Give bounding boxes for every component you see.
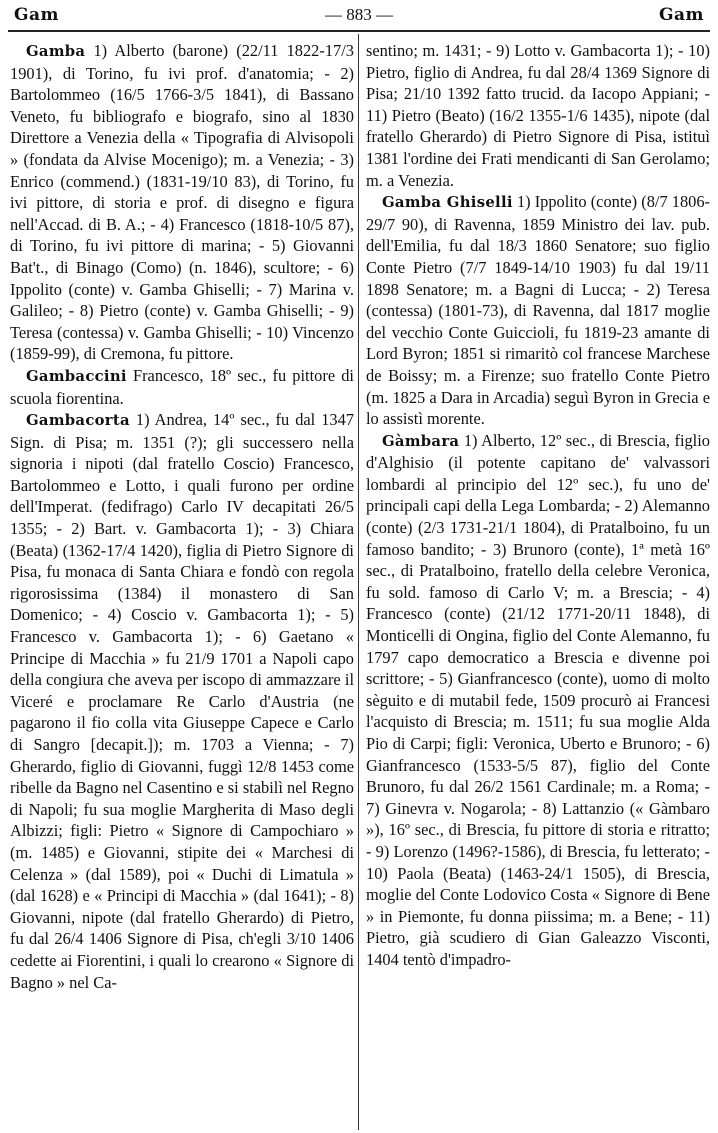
entry-headword: Gambaccini [26, 367, 127, 385]
page-header [14, 2, 704, 28]
entry-gambaccini [10, 365, 354, 409]
entry-gambara [366, 430, 710, 971]
entry-headword: Gambacorta [26, 412, 130, 430]
entry-text: 1) Alberto (barone) (22/11 1822-17/3 1901), di Torino, fu ivi prof. d'anatomia; - 2) Bartolommeo (16/5 1766-3/5 1841), di Bassano Veneto, fu bibliografo e biografo, sino al 1830 Direttore a Venezia della « Tipografia di Alvisopoli » (fondata da Alvise Mocenigo); m. a Venezia; - 3) Enrico (commend.) (1831-19/10 83), di Torino, fu ivi pittore, di storia e prof. di disegno e figura nell'Accad. di B. A.; - 4) Francesco (1818-10/5 87), di Torino, fu ivi pittore di marina; - 5) Giovanni Bat't., di Binago (Como) (n. 1846), scultore; - 6) Ippolito (conte) v. Gamba Ghiselli; - 7) Marina v. Galileo; - 8) Pietro (conte) v. Gamba Ghiselli; - 9) Teresa (contessa) v. Gamba Ghiselli; - 10) Vincenzo (1859-99), di Cremona, fu pittore. [10, 41, 354, 364]
entry-gamba-ghiselli [366, 191, 710, 430]
left-column [10, 40, 354, 1130]
entry-gambacorta [10, 409, 354, 993]
entry-text: 1) Andrea, 14º sec., fu dal 1347 Sign. di Pisa; m. 1351 (?); gli successero nella signoria i nipoti (dal fratello Coscio) Francesco, Bartolommeo e Lotto, i quali furono per ordine dell'Imperat. (fedifrago) Carlo IV decapitati 26/5 1355; - 2) Bart. v. Gambacorta 1); - 3) Chiara (Beata) (1362-17/4 1420), figlia di Pietro Signore di Pisa, fu monaca di Santa Chiara e fondò con regola rigorosissima (1384) il monastero di San Domenico; - 4) Coscio v. Gambacorta 1); - 5) Francesco v. Gambacorta 1); - 6) Gaetano « Principe di Macchia » fu 21/9 1701 a Napoli capo della congiura che aveva per iscopo di ammazzare il Viceré e proclamare Re Carlo d'Austria (ne pagarono il fio colla vita Giuseppe Capece e Carlo di Sangro [decapit.]); m. 1703 a Vienna; - 7) Gherardo, figlio di Giovanni, fuggì 12/8 1453 come ribelle da Bagno nel Casentino e si stabilì nel Regno di Napoli; fu sua moglie Margherita di Maso degli Albizzi; figli: Pietro « Signore di Campochiaro » (m. 1485) e Giovanni, stipite dei « Marchesi di Celenza » (dal 1589), poi « Duchi di Limatula » (dal 1628) e « Principi di Macchia » (dal 1641); - 8) Giovanni, nipote (dal fratello Gherardo) di Pietro, fu dal 26/4 1406 Signore di Pisa, ch'egli 3/10 1406 cedette ai Fiorentini, i quali lo crearono « Signore di Bagno » nel Ca- [10, 410, 354, 992]
entry-headword: Gamba [26, 43, 86, 60]
entry-gamba [10, 40, 354, 365]
entry-gambacorta-continued [366, 40, 710, 191]
header-right-word: Gam [658, 5, 704, 25]
entry-text: Francesco, 18º sec., fu pittore di scuola fiorentina. [10, 365, 354, 408]
page-number: — 883 — [325, 5, 393, 24]
entry-headword: Gamba Ghiselli [382, 194, 513, 212]
column-divider [358, 34, 359, 1130]
header-rule [8, 30, 710, 32]
entry-text: sentino; m. 1431; - 9) Lotto v. Gambacorta 1); - 10) Pietro, figlio di Andrea, fu dal 28/4 1369 Signore di Pisa; 21/10 1392 fatto trucid. da Iacopo Appiani; - 11) Pietro (Beato) (16/2 1355-1/6 1435), nipote (dal fratello Gherardo) di Pietro Signore di Pisa, istituì 1381 l'ordine dei Frati mendicanti di San Gerolamo; m. a Venezia. [366, 41, 710, 190]
header-left-word: Gam [14, 5, 60, 25]
entry-text: 1) Ippolito (conte) (8/7 1806-29/7 90), di Ravenna, 1859 Ministro dei lav. pub. dell'Emilia, fu dal 18/3 1860 Senatore; suo figlio Conte Pietro (7/7 1849-14/10 1903) fu dal 19/11 1898 Senatore; m. a Bagni di Lucca; - 2) Teresa (contessa) (1801-73), di Ravenna, dal 1817 moglie del vecchio Conte Guiccioli, fu 1819-23 amante di Lord Byron; 1851 si rimaritò col francese Marchese de Boissy; m. a Firenze; suo fratello Conte Pietro (m. 1825 a Dara in Arcadia) seguì Byron in Grecia e lo assistì morente. [366, 192, 710, 429]
right-column [366, 40, 710, 1130]
entry-text: 1) Alberto, 12º sec., di Brescia, figlio d'Alghisio (il potente capitano de' valvassori lombardi al principio del 12º sec.), fu uno de' principali capi della Lega Lombarda; - 2) Alemanno (conte) (2/3 1731-21/1 1804), di Pratalboino, fu un famoso bandito; - 3) Brunoro (conte), 1ª metà 16º sec., di Pratalboino, fratello della celebre Veronica, fu sold. famoso di Carlo V; m. a Brescia; - 4) Francesco (conte) (21/12 1771-20/11 1848), di Monticelli di Ongina, figlio del Conte Alemanno, fu 1797 capo democratico a Brescia e divenne poi scrittore; - 5) Gianfrancesco (conte), uomo di molto sèguito e di mutabil fede, 1509 procurò ai Francesi l'acquisto di Brescia; m. 1511; fu sua moglie Alda Pio di Carpi; figli: Veronica, Uberto e Brunoro; - 6) Gianfrancesco (1533-5/5 87), figlio del Conte Brunoro, fu dal 26/2 1561 Cardinale; m. a Roma; - 7) Ginevra v. Nogarola; - 8) Lattanzio (« Gàmbaro »), 16º sec., di Brescia, fu pittore di storia e ritratto; - 9) Lorenzo (1496?-1586), di Brescia, fu letterato; - 10) Paola (Beata) (1463-24/1 1505), di Brescia, moglie del Conte Lodovico Costa « Signore di Bene » in Piemonte, fu donna piissima; m. a Bene; - 11) Pietro, già scudiero di Gian Galeazzo Visconti, 1404 tentò d'impadro- [366, 430, 710, 969]
entry-headword: Gàmbara [382, 432, 460, 450]
